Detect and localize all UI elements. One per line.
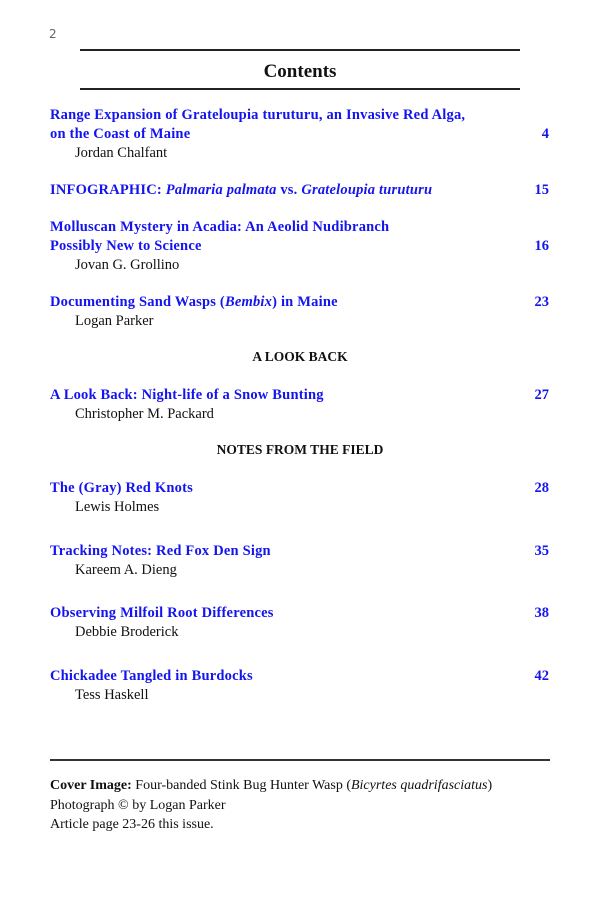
title-part: ) in Maine bbox=[272, 294, 338, 310]
toc-entry-title[interactable]: The (Gray) Red Knots bbox=[50, 480, 193, 496]
title-line: Molluscan Mystery in Acadia: An Aeolid Nudibranch bbox=[50, 219, 390, 235]
title-line: on the Coast of Maine bbox=[50, 126, 191, 142]
title-part: Documenting Sand Wasps ( bbox=[50, 294, 225, 310]
toc-entry-title[interactable] bbox=[50, 181, 500, 200]
heading-rule bbox=[80, 88, 520, 90]
toc-entry-title[interactable]: A Look Back: Night-life of a Snow Bunting bbox=[50, 387, 324, 403]
section-heading: A LOOK BACK bbox=[252, 349, 348, 364]
toc-author: Tess Haskell bbox=[75, 687, 149, 703]
page-title: Contents bbox=[263, 61, 337, 82]
cover-label: Cover Image: bbox=[50, 778, 132, 793]
toc-author: Jordan Chalfant bbox=[75, 145, 168, 161]
toc-entry-title[interactable]: Chickadee Tangled in Burdocks bbox=[50, 668, 253, 684]
toc-page-number[interactable]: 23 bbox=[534, 294, 549, 310]
toc-author: Jovan G. Grollino bbox=[75, 257, 180, 273]
toc-entry-title[interactable] bbox=[50, 218, 500, 256]
toc-page-number[interactable]: 4 bbox=[541, 126, 549, 142]
title-part: Grateloupia turuturu bbox=[301, 182, 433, 198]
top-rule bbox=[80, 49, 520, 51]
cover-close: ) bbox=[487, 778, 493, 793]
toc-entry bbox=[50, 386, 550, 424]
toc-page-number[interactable]: 16 bbox=[534, 238, 549, 254]
toc-entry bbox=[50, 542, 550, 580]
toc-author: Debbie Broderick bbox=[75, 624, 179, 640]
title-part: INFOGRAPHIC: bbox=[50, 182, 166, 198]
toc-entry-title[interactable] bbox=[50, 106, 500, 144]
footer-rule bbox=[50, 759, 550, 761]
toc-author: Kareem A. Dieng bbox=[75, 562, 177, 578]
toc-page-number[interactable]: 27 bbox=[534, 387, 549, 403]
toc-entry-title[interactable]: Tracking Notes: Red Fox Den Sign bbox=[50, 543, 271, 559]
toc-page-number[interactable]: 42 bbox=[534, 668, 549, 684]
toc-entry-title[interactable]: Observing Milfoil Root Differences bbox=[50, 605, 274, 621]
toc-entry bbox=[50, 604, 550, 642]
toc-entry bbox=[50, 293, 550, 331]
page-number: 2 bbox=[49, 27, 57, 41]
cover-text: Four-banded Stink Bug Hunter Wasp ( bbox=[131, 778, 351, 793]
toc-entry bbox=[50, 218, 550, 275]
toc-page-number[interactable]: 38 bbox=[534, 605, 549, 621]
toc-author: Lewis Holmes bbox=[75, 499, 160, 515]
cover-species: Bicyrtes quadrifasciatus bbox=[350, 778, 488, 793]
toc-page-number[interactable]: 15 bbox=[534, 182, 549, 198]
toc-author: Christopher M. Packard bbox=[75, 406, 214, 422]
title-line: Range Expansion of Grateloupia turuturu, an Invasive Red Alga, bbox=[50, 107, 466, 123]
toc-page-number[interactable]: 35 bbox=[534, 543, 549, 559]
toc-entry bbox=[50, 479, 550, 517]
toc-entry bbox=[50, 667, 550, 705]
toc-entry bbox=[50, 181, 550, 200]
cover-photo-credit: Photograph © by Logan Parker bbox=[50, 797, 226, 813]
title-part: Palmaria palmata bbox=[165, 182, 277, 198]
title-line: Possibly New to Science bbox=[50, 238, 202, 254]
cover-article-ref: Article page 23-26 this issue. bbox=[50, 817, 214, 832]
title-part: vs. bbox=[276, 182, 302, 198]
toc-entry-title[interactable] bbox=[50, 293, 500, 312]
title-part: Bembix bbox=[224, 294, 273, 310]
toc-author: Logan Parker bbox=[75, 313, 154, 329]
cover-credit bbox=[50, 776, 492, 835]
toc-page-number[interactable]: 28 bbox=[534, 480, 549, 496]
toc-entry bbox=[50, 106, 550, 163]
section-heading: NOTES FROM THE FIELD bbox=[216, 442, 384, 457]
